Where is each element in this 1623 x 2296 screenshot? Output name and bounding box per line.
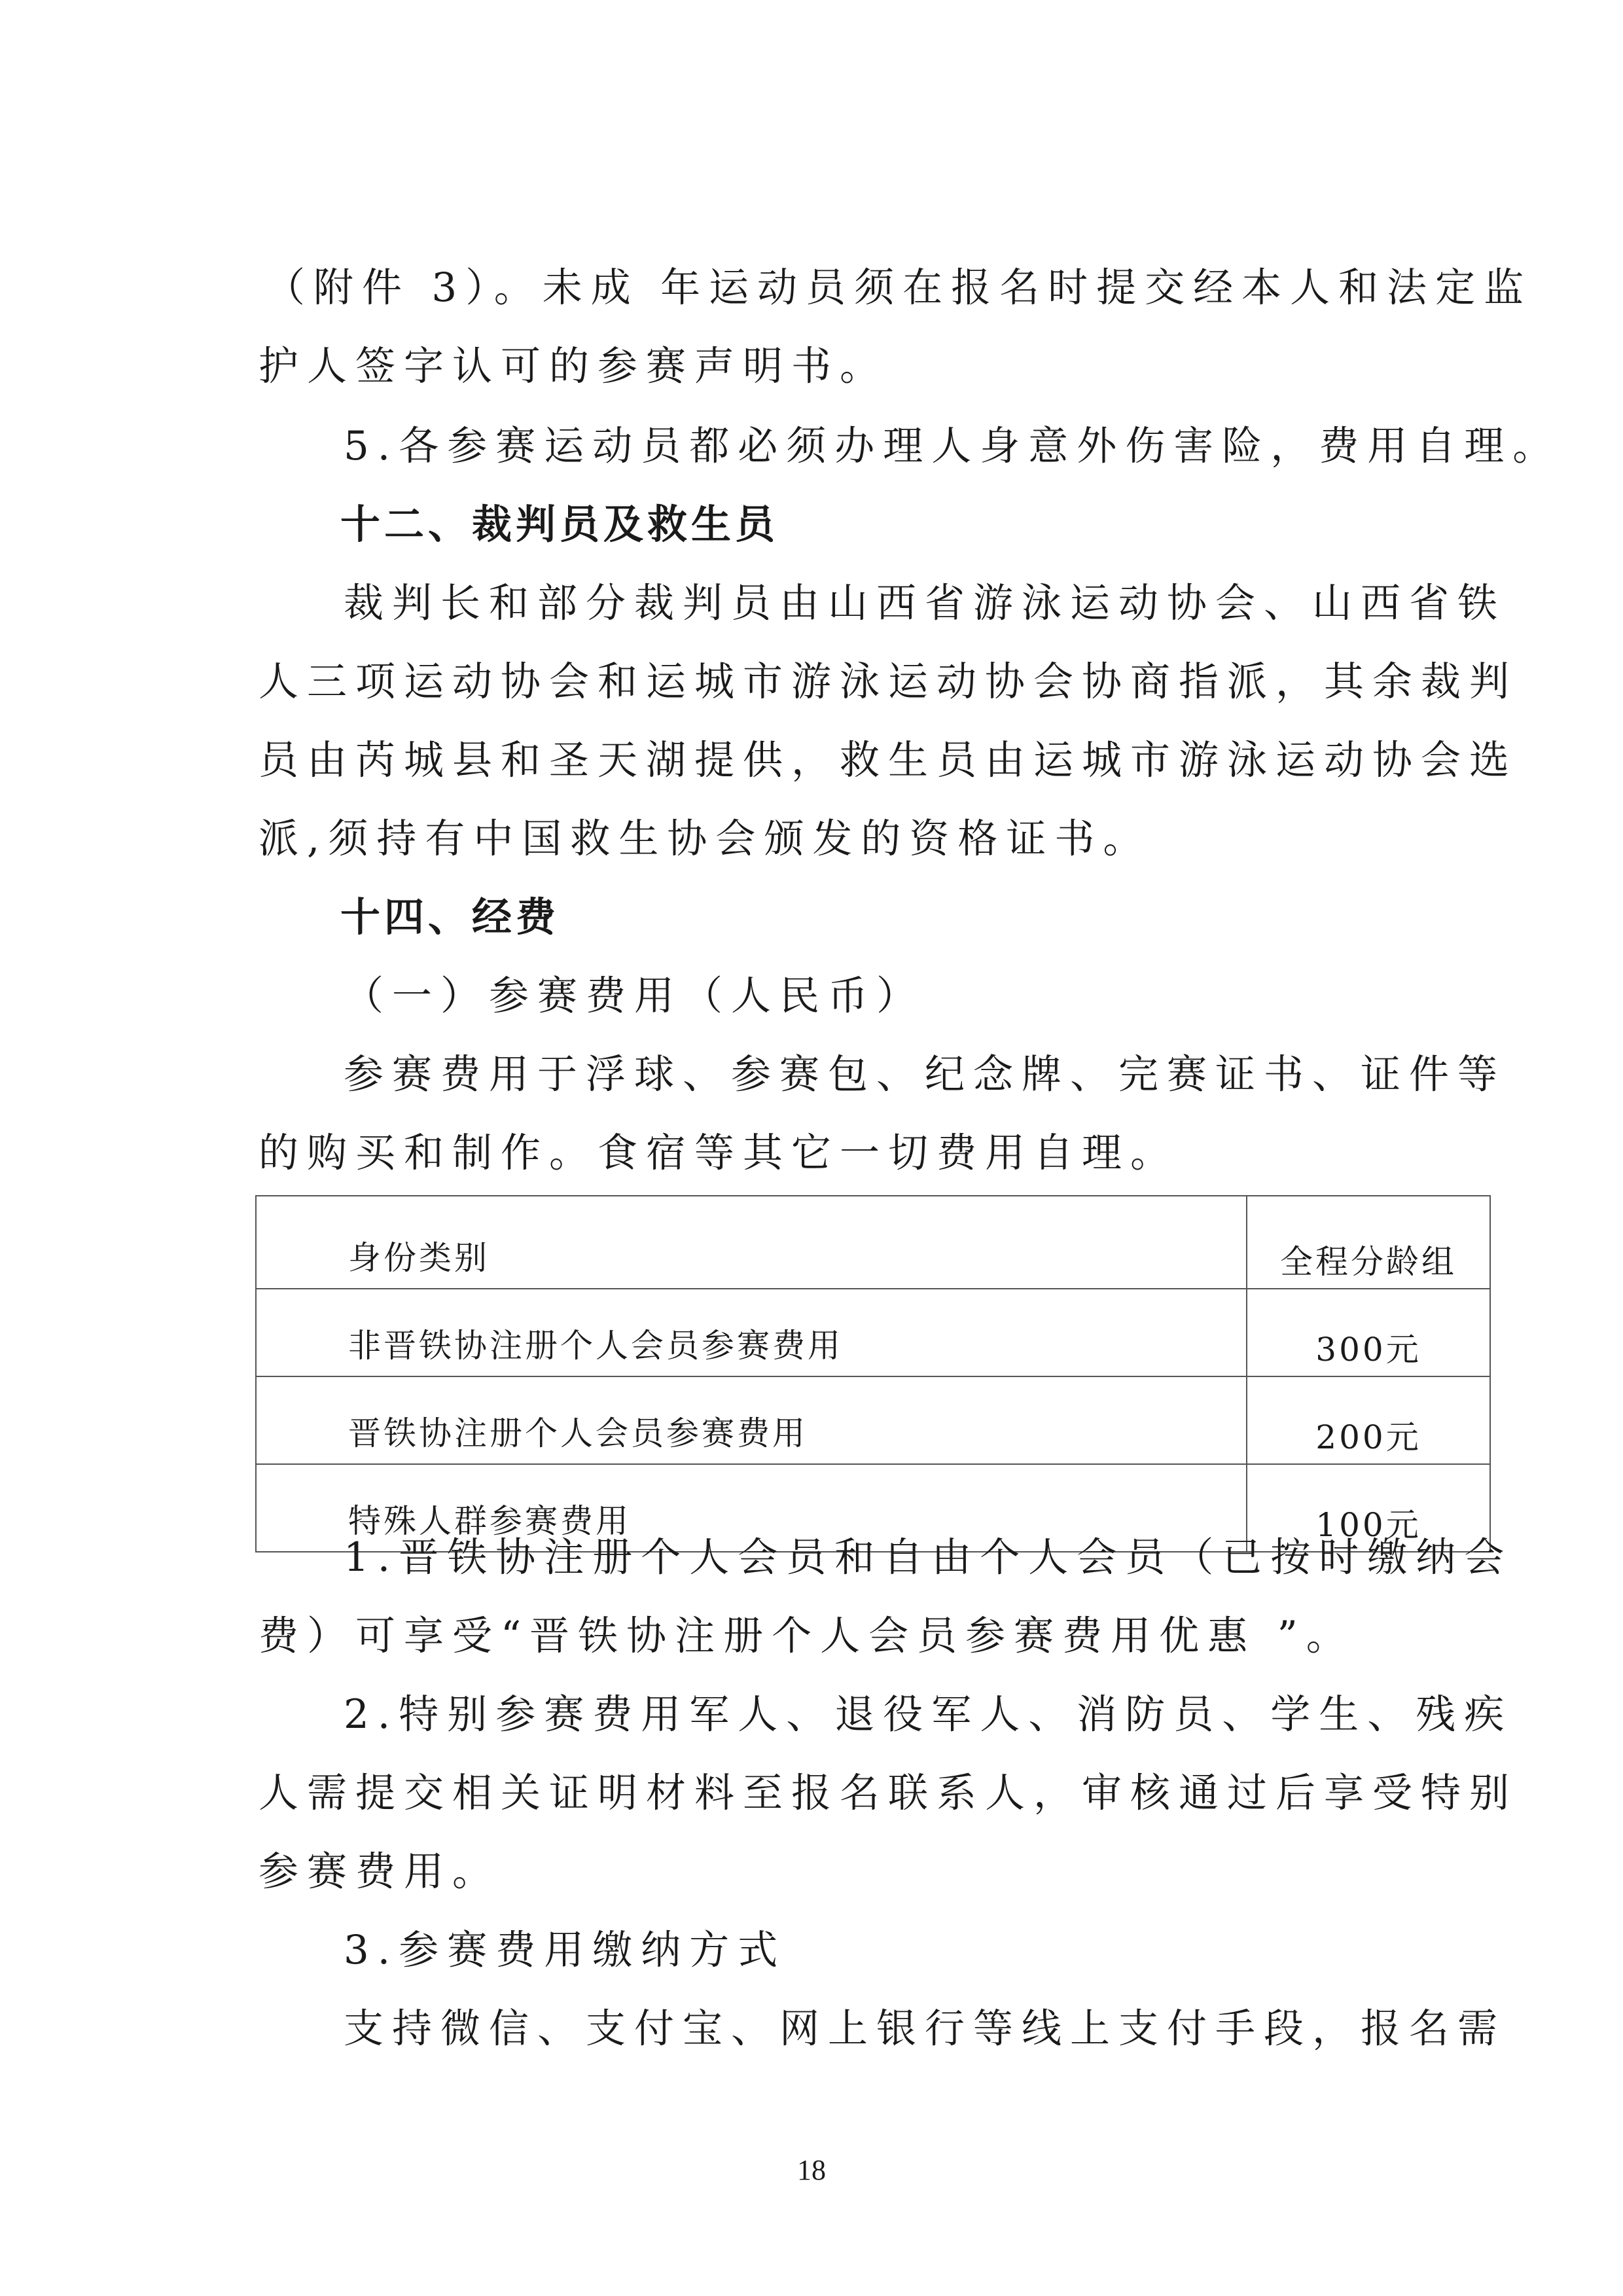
fee-table <box>255 1195 1491 1544</box>
row-amount: 300元 <box>1247 1289 1490 1376</box>
section-heading-14: 十四、经费 <box>340 894 560 941</box>
row-amount: 100元 <box>1247 1464 1490 1552</box>
table-row <box>256 1289 1490 1376</box>
paragraph-line: （附件 3）。未成 年运动员须在报名时提交经本人和法定监 <box>265 264 1533 311</box>
table-row <box>256 1376 1490 1464</box>
page-number: 18 <box>797 2154 826 2186</box>
paragraph-line: 参赛费用于浮球、参赛包、纪念牌、完赛证书、证件等 <box>344 1051 1507 1098</box>
paragraph-line: 2.特别参赛费用军人、退役军人、消防员、学生、残疾 <box>344 1691 1513 1738</box>
subsection-heading: （一）参赛费用（人民币） <box>344 973 925 1019</box>
paragraph-line: 人三项运动协会和运城市游泳运动协会协商指派，其余裁判 <box>259 658 1518 705</box>
paragraph-line: 派,须持有中国救生协会颁发的资格证书。 <box>259 816 1152 862</box>
paragraph-line: 员由芮城县和圣天湖提供，救生员由运城市游泳运动协会选 <box>259 737 1518 783</box>
row-category: 晋铁协注册个人会员参赛费用 <box>256 1376 1247 1464</box>
section-heading-12: 十二、裁判员及救生员 <box>340 501 779 548</box>
header-amount: 全程分龄组 <box>1247 1196 1490 1289</box>
paragraph-line: 3.参赛费用缴纳方式 <box>344 1927 787 1973</box>
paragraph-line: 1.晋铁协注册个人会员和自由个人会员（已按时缴纳会 <box>344 1534 1513 1581</box>
paragraph-line: 费）可享受“晋铁协注册个人会员参赛费用优惠 ”。 <box>259 1613 1355 1659</box>
paragraph-line: 人需提交相关证明材料至报名联系人，审核通过后享受特别 <box>259 1770 1518 1816</box>
row-category: 非晋铁协注册个人会员参赛费用 <box>256 1289 1247 1376</box>
paragraph-line: 5.各参赛运动员都必须办理人身意外伤害险，费用自理。 <box>344 423 1561 469</box>
table-header-row <box>256 1196 1490 1289</box>
row-amount: 200元 <box>1247 1376 1490 1464</box>
paragraph-line: 的购买和制作。食宿等其它一切费用自理。 <box>259 1130 1179 1176</box>
header-category: 身份类别 <box>256 1196 1247 1289</box>
paragraph-line: 护人签字认可的参赛声明书。 <box>259 343 889 389</box>
paragraph-line: 参赛费用。 <box>259 1848 501 1895</box>
paragraph-line: 支持微信、支付宝、网上银行等线上支付手段，报名需 <box>344 2005 1507 2052</box>
paragraph-line: 裁判长和部分裁判员由山西省游泳运动协会、山西省铁 <box>344 580 1507 626</box>
row-category: 特殊人群参赛费用 <box>256 1464 1247 1552</box>
